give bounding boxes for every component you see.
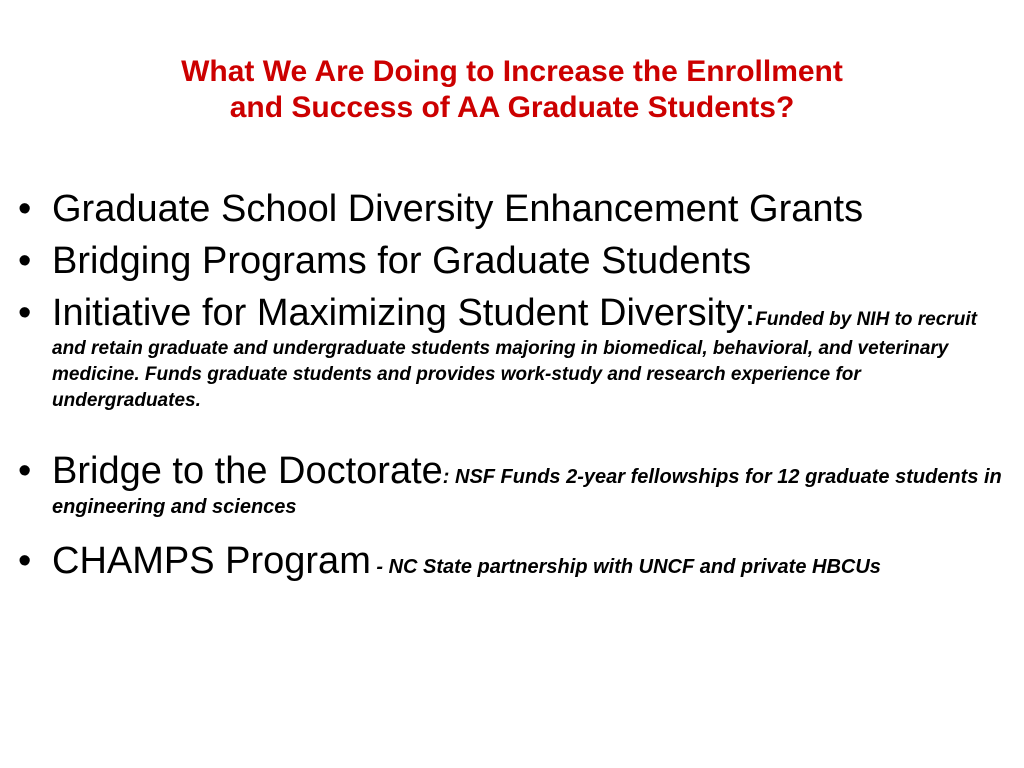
bullet-icon: • [18, 292, 32, 334]
bullet-item-bridging-programs [18, 238, 1014, 284]
bullet-detail-text: - NC State partnership with UNCF and private HBCUs [370, 556, 881, 578]
bullet-main-text: Initiative for Maximizing Student Diversity: [52, 292, 756, 334]
bullet-item-champs-program [18, 538, 1014, 584]
bullet-main-text: Graduate School Diversity Enhancement Grants [52, 188, 864, 230]
bullet-main-text: Bridging Programs for Graduate Students [52, 240, 752, 282]
bullet-icon: • [18, 450, 32, 492]
slide-title-line-1: What We Are Doing to Increase the Enrollment [181, 55, 843, 88]
bullet-list [18, 186, 1014, 584]
bullet-icon: • [18, 540, 32, 582]
slide-title-line-2: and Success of AA Graduate Students? [229, 91, 795, 124]
bullet-main-text: CHAMPS Program [52, 540, 371, 582]
bullet-icon: • [18, 188, 32, 230]
bullet-item-bridge-to-doctorate [18, 448, 1014, 520]
bullet-detail-text: : NSF Funds 2-year fellowships for 12 graduate students in engineering and sciences [52, 466, 1002, 518]
slide-title [40, 54, 984, 126]
bullet-detail-text: Funded by NIH to recruit and retain graduate and undergraduate students majoring in biomedical, behavioral, and veterinary medicine. Funds graduate students and provides work-study and research experience for undergraduates. [52, 309, 977, 411]
bullet-item-diversity-grants [18, 186, 1014, 232]
bullet-item-imsd [18, 290, 1014, 414]
bullet-icon: • [18, 240, 32, 282]
bullet-main-text: Bridge to the Doctorate [52, 450, 443, 492]
